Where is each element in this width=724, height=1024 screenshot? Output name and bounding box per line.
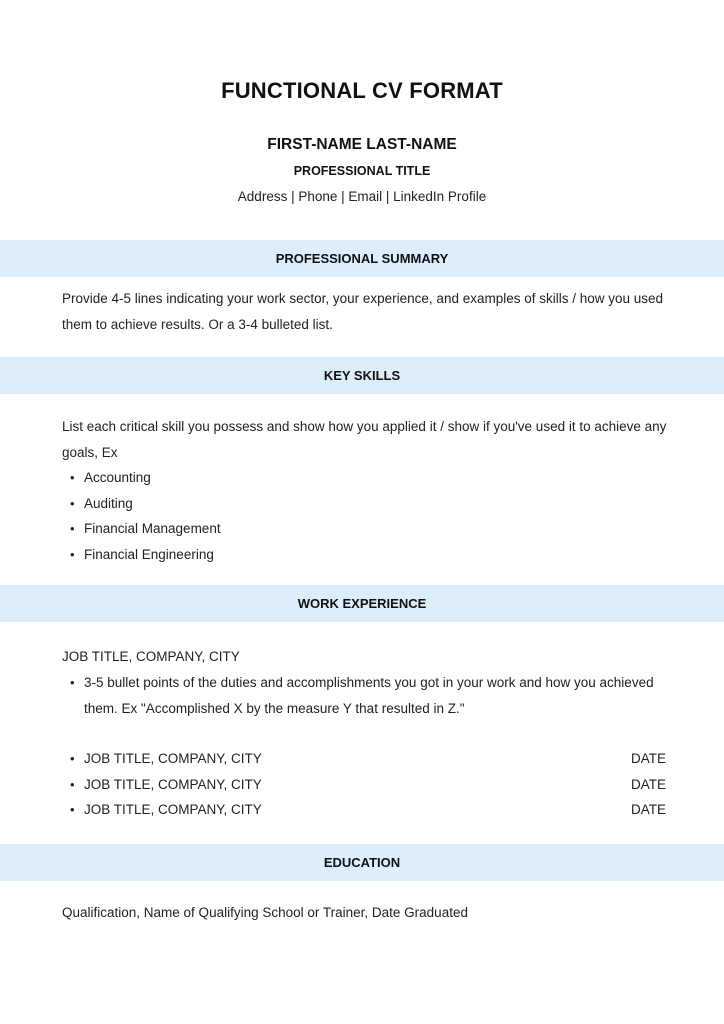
bullet-icon: •: [70, 546, 75, 562]
skill-item: [62, 491, 672, 517]
skill-label: Financial Engineering: [84, 546, 214, 562]
duties-list: [62, 670, 672, 721]
skill-label: Auditing: [84, 495, 133, 511]
job-title: JOB TITLE, COMPANY, CITY: [84, 751, 262, 766]
section-heading-work: WORK EXPERIENCE: [0, 585, 724, 622]
summary-text: Provide 4-5 lines indicating your work sector, your experience, and examples of skills / how you used them to achieve results. Or a 3-4 bulleted list.: [62, 291, 664, 332]
professional-title: PROFESSIONAL TITLE: [293, 164, 431, 178]
bullet-icon: •: [70, 521, 75, 536]
job-date: DATE: [630, 751, 666, 766]
job-date: DATE: [630, 776, 666, 792]
bullet-icon: •: [70, 495, 75, 511]
duty-item: [62, 670, 672, 721]
skill-item: [62, 516, 672, 542]
section-heading-education: EDUCATION: [0, 844, 724, 881]
section-heading-skills: KEY SKILLS: [0, 357, 724, 394]
skill-item: [62, 542, 672, 568]
job-item: [62, 746, 672, 772]
contact-line: Address | Phone | Email | LinkedIn Profile: [237, 189, 487, 204]
education-text: Qualification, Name of Qualifying School or Trainer, Date Graduated: [62, 905, 468, 920]
bullet-icon: •: [70, 751, 75, 766]
bullet-icon: •: [70, 675, 75, 690]
job-item: [62, 772, 672, 798]
job-title: JOB TITLE, COMPANY, CITY: [84, 802, 262, 817]
document-title: FUNCTIONAL CV FORMAT: [221, 78, 503, 103]
job-date: DATE: [630, 802, 666, 817]
skill-item: [62, 465, 672, 491]
skills-list: [62, 465, 672, 567]
job-item: [62, 797, 672, 823]
skills-intro: List each critical skill you possess and show how you applied it / show if you've used it to achieve any goals, Ex: [62, 419, 667, 460]
candidate-name: FIRST-NAME LAST-NAME: [267, 136, 457, 153]
bullet-icon: •: [70, 470, 75, 485]
bullet-icon: •: [70, 802, 75, 817]
job-title: JOB TITLE, COMPANY, CITY: [84, 776, 262, 792]
jobs-list: [62, 746, 672, 823]
duty-text: 3-5 bullet points of the duties and accomplishments you got in your work and how you achieved them. Ex "Accomplished X by the measure Y that resulted in Z.": [84, 675, 654, 716]
bullet-icon: •: [70, 776, 75, 792]
job-heading: JOB TITLE, COMPANY, CITY: [62, 649, 240, 664]
skill-label: Accounting: [84, 470, 151, 485]
section-heading-summary: PROFESSIONAL SUMMARY: [0, 240, 724, 277]
skill-label: Financial Management: [84, 521, 221, 536]
